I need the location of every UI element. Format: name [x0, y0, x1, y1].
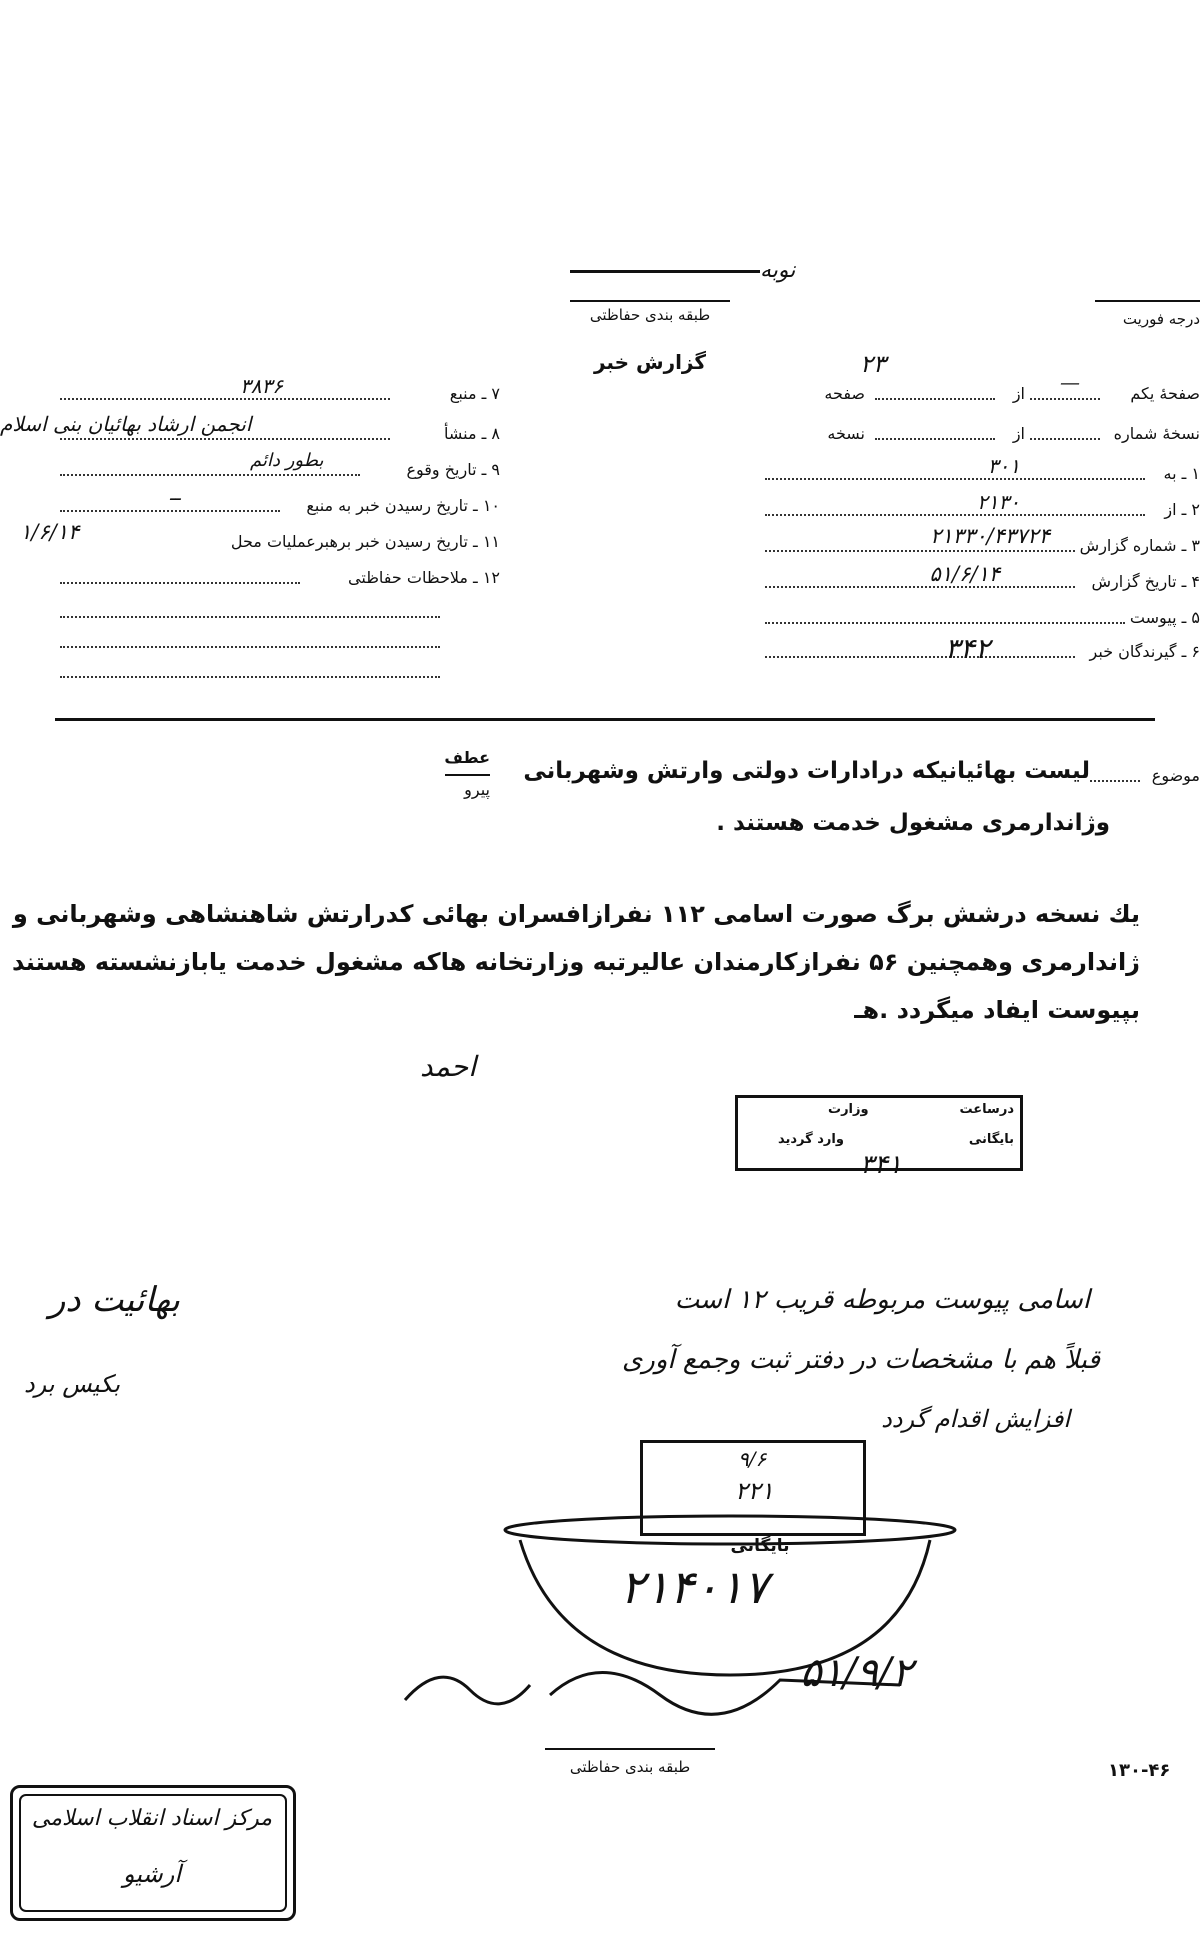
field-from-hand: ۲۱۳۰: [977, 490, 1020, 514]
handwritten-note-line1: اسامی پیوست مربوطه قریب ۱۲ است: [674, 1285, 1090, 1315]
report-title: گزارش خبر: [593, 350, 707, 374]
field-page-label: صفحهٔ یکم: [1130, 384, 1200, 403]
field-source-hand: ۳۸۳۶: [240, 374, 283, 398]
classification-top: طبقه بندی حفاظتی: [589, 306, 711, 324]
field-report-number-label: ۳ ـ شماره گزارش: [1079, 536, 1200, 555]
margin-note-line1: بهائیت در: [49, 1280, 180, 1320]
field-security-notes-dots: [60, 582, 300, 584]
field-report-date-label: ۴ ـ تاریخ گزارش: [1091, 572, 1200, 591]
archive-stamp: [10, 1785, 296, 1921]
page-code: ۱۳۰-۴۶: [1108, 1760, 1171, 1781]
field-page-hand: —: [1060, 370, 1080, 394]
field-attachment-label: ۵ ـ پیوست: [1129, 608, 1200, 627]
field-origin-label: ۸ ـ منشأ: [444, 424, 500, 443]
field-from-label: ۲ ـ از: [1164, 500, 1200, 519]
field-security-notes-label: ۱۲ ـ ملاحظات حفاظتی: [348, 568, 500, 587]
body-line-2: ژاندارمری وهمچنین ۵۶ نفرازکارمندان عالیرتبه وزارتخانه هاکه مشغول خدمت یابازنشسته هستند: [11, 948, 1140, 976]
bottom-sign: ۵۱/۹/۲: [800, 1650, 913, 1696]
field-page-of: از: [1012, 384, 1025, 403]
field-page-dots: [1030, 398, 1100, 400]
field-report-number-hand: ۲۱۳۳۰/۴۳۷۲۴: [930, 524, 1050, 548]
field-recipients-hand: ۳۴۲: [944, 632, 990, 665]
field-notes-dots-2: [60, 616, 440, 618]
field-report-number-dots: [765, 550, 1075, 552]
field-source-receipt-dots: [60, 510, 280, 512]
handwritten-mark: ۲۳: [860, 350, 886, 378]
top-scribble-line: [570, 270, 760, 273]
field-occurrence-date-hand: بطور دائم: [250, 450, 324, 471]
subject-label: موضوع: [1151, 766, 1200, 785]
field-source-receipt-label: ۱۰ ـ تاریخ رسیدن خبر به منبع: [306, 496, 500, 515]
field-source-receipt-hand: ــ: [170, 484, 181, 505]
margin-note-line2: بکیس برد: [23, 1370, 120, 1398]
classification-bottom: طبقه بندی حفاظتی: [569, 1758, 691, 1776]
field-to-hand: ۳۰۱: [987, 454, 1020, 478]
field-notes-dots-3: [60, 646, 440, 648]
classification-rule-bottom: [545, 1748, 715, 1750]
archive-stamp-line2: آرشیو: [122, 1860, 181, 1888]
field-recipients-label: ۶ ـ گیرندگان خبر: [1089, 642, 1200, 661]
field-copy-of: از: [1012, 424, 1025, 443]
receipt-stamp-line1: درساعت: [959, 1102, 1014, 1117]
urgency-rule: [1095, 300, 1200, 302]
urgency-label: درجه فوریت: [1122, 310, 1200, 328]
archive-stamp-line1: مرکز اسناد انقلاب اسلامی: [31, 1806, 273, 1831]
field-page-unit: صفحه: [824, 384, 865, 403]
subject-side-bottom: پیرو: [464, 780, 490, 799]
handwritten-note-line2: قبلاً هم با مشخصات در دفتر ثبت وجمع آوری: [621, 1345, 1100, 1375]
field-copy-label: نسخهٔ شماره: [1113, 424, 1200, 443]
field-ops-receipt-hand: ۱/۶/۱۴: [20, 520, 80, 544]
field-recipients-dots: [765, 656, 1075, 658]
body-line-1: یك نسخه درشش برگ صورت اسامی ۱۱۲ نفرازافسران بهائی کدرارتش شاهنشاهی وشهربانی و: [12, 900, 1140, 928]
subject-line-2: وژاندارمری مشغول خدمت هستند .: [716, 810, 1110, 836]
archive-box-label: بایگانی: [730, 1536, 790, 1556]
receipt-stamp-line3: بایگانی: [968, 1132, 1014, 1147]
subject-side-top: عطف: [444, 748, 490, 767]
field-source-dots: [60, 398, 390, 400]
handwritten-note-line3: افزایش اقدام گردد: [881, 1405, 1070, 1433]
receipt-stamp-line4: وارد گردید: [778, 1132, 844, 1147]
section-divider: [55, 718, 1155, 721]
field-from-dots: [765, 514, 1145, 516]
field-copy-dots: [1030, 438, 1100, 440]
top-scribble: نوبه: [760, 258, 796, 283]
field-source-label: ۷ ـ منبع: [449, 384, 500, 403]
field-to-label: ۱ ـ به: [1163, 464, 1200, 483]
archive-box-top: ۹/۶: [738, 1447, 767, 1471]
signature: احمد: [420, 1050, 476, 1083]
subject-side-rule: [445, 774, 490, 776]
field-origin-hand: انجمن ارشاد بهائیان بنی اسلام: [0, 412, 252, 436]
field-report-date-hand: ۵۱/۶/۱۴: [929, 562, 1000, 586]
subject-dots: [1090, 780, 1140, 782]
field-origin-dots: [60, 438, 390, 440]
classification-rule-top: [570, 300, 730, 302]
archive-box-number: ۲۲۱: [735, 1477, 774, 1505]
body-line-3: بپیوست ایفاد میگردد .هـ: [854, 996, 1140, 1024]
field-attachment-dots: [765, 622, 1125, 624]
field-occurrence-date-dots: [60, 474, 360, 476]
field-copy-dots2: [875, 438, 995, 440]
receipt-stamp-number: ۳۴۱: [860, 1150, 902, 1180]
field-to-dots: [765, 478, 1145, 480]
handwritten-number: ۲۱۴۰۱۷: [620, 1560, 769, 1614]
field-notes-dots-4: [60, 676, 440, 678]
field-report-date-dots: [765, 586, 1075, 588]
field-occurrence-date-label: ۹ ـ تاریخ وقوع: [406, 460, 500, 479]
field-copy-unit: نسخه: [827, 424, 865, 443]
receipt-stamp-line2: وزارت: [828, 1102, 869, 1117]
subject-line-1: لیست بهائیانیکه درادارات دولتی وارتش وشهربانی: [523, 758, 1090, 784]
field-ops-receipt-label: ۱۱ ـ تاریخ رسیدن خبر برهبرعملیات محل: [230, 532, 500, 551]
field-page-dots2: [875, 398, 995, 400]
